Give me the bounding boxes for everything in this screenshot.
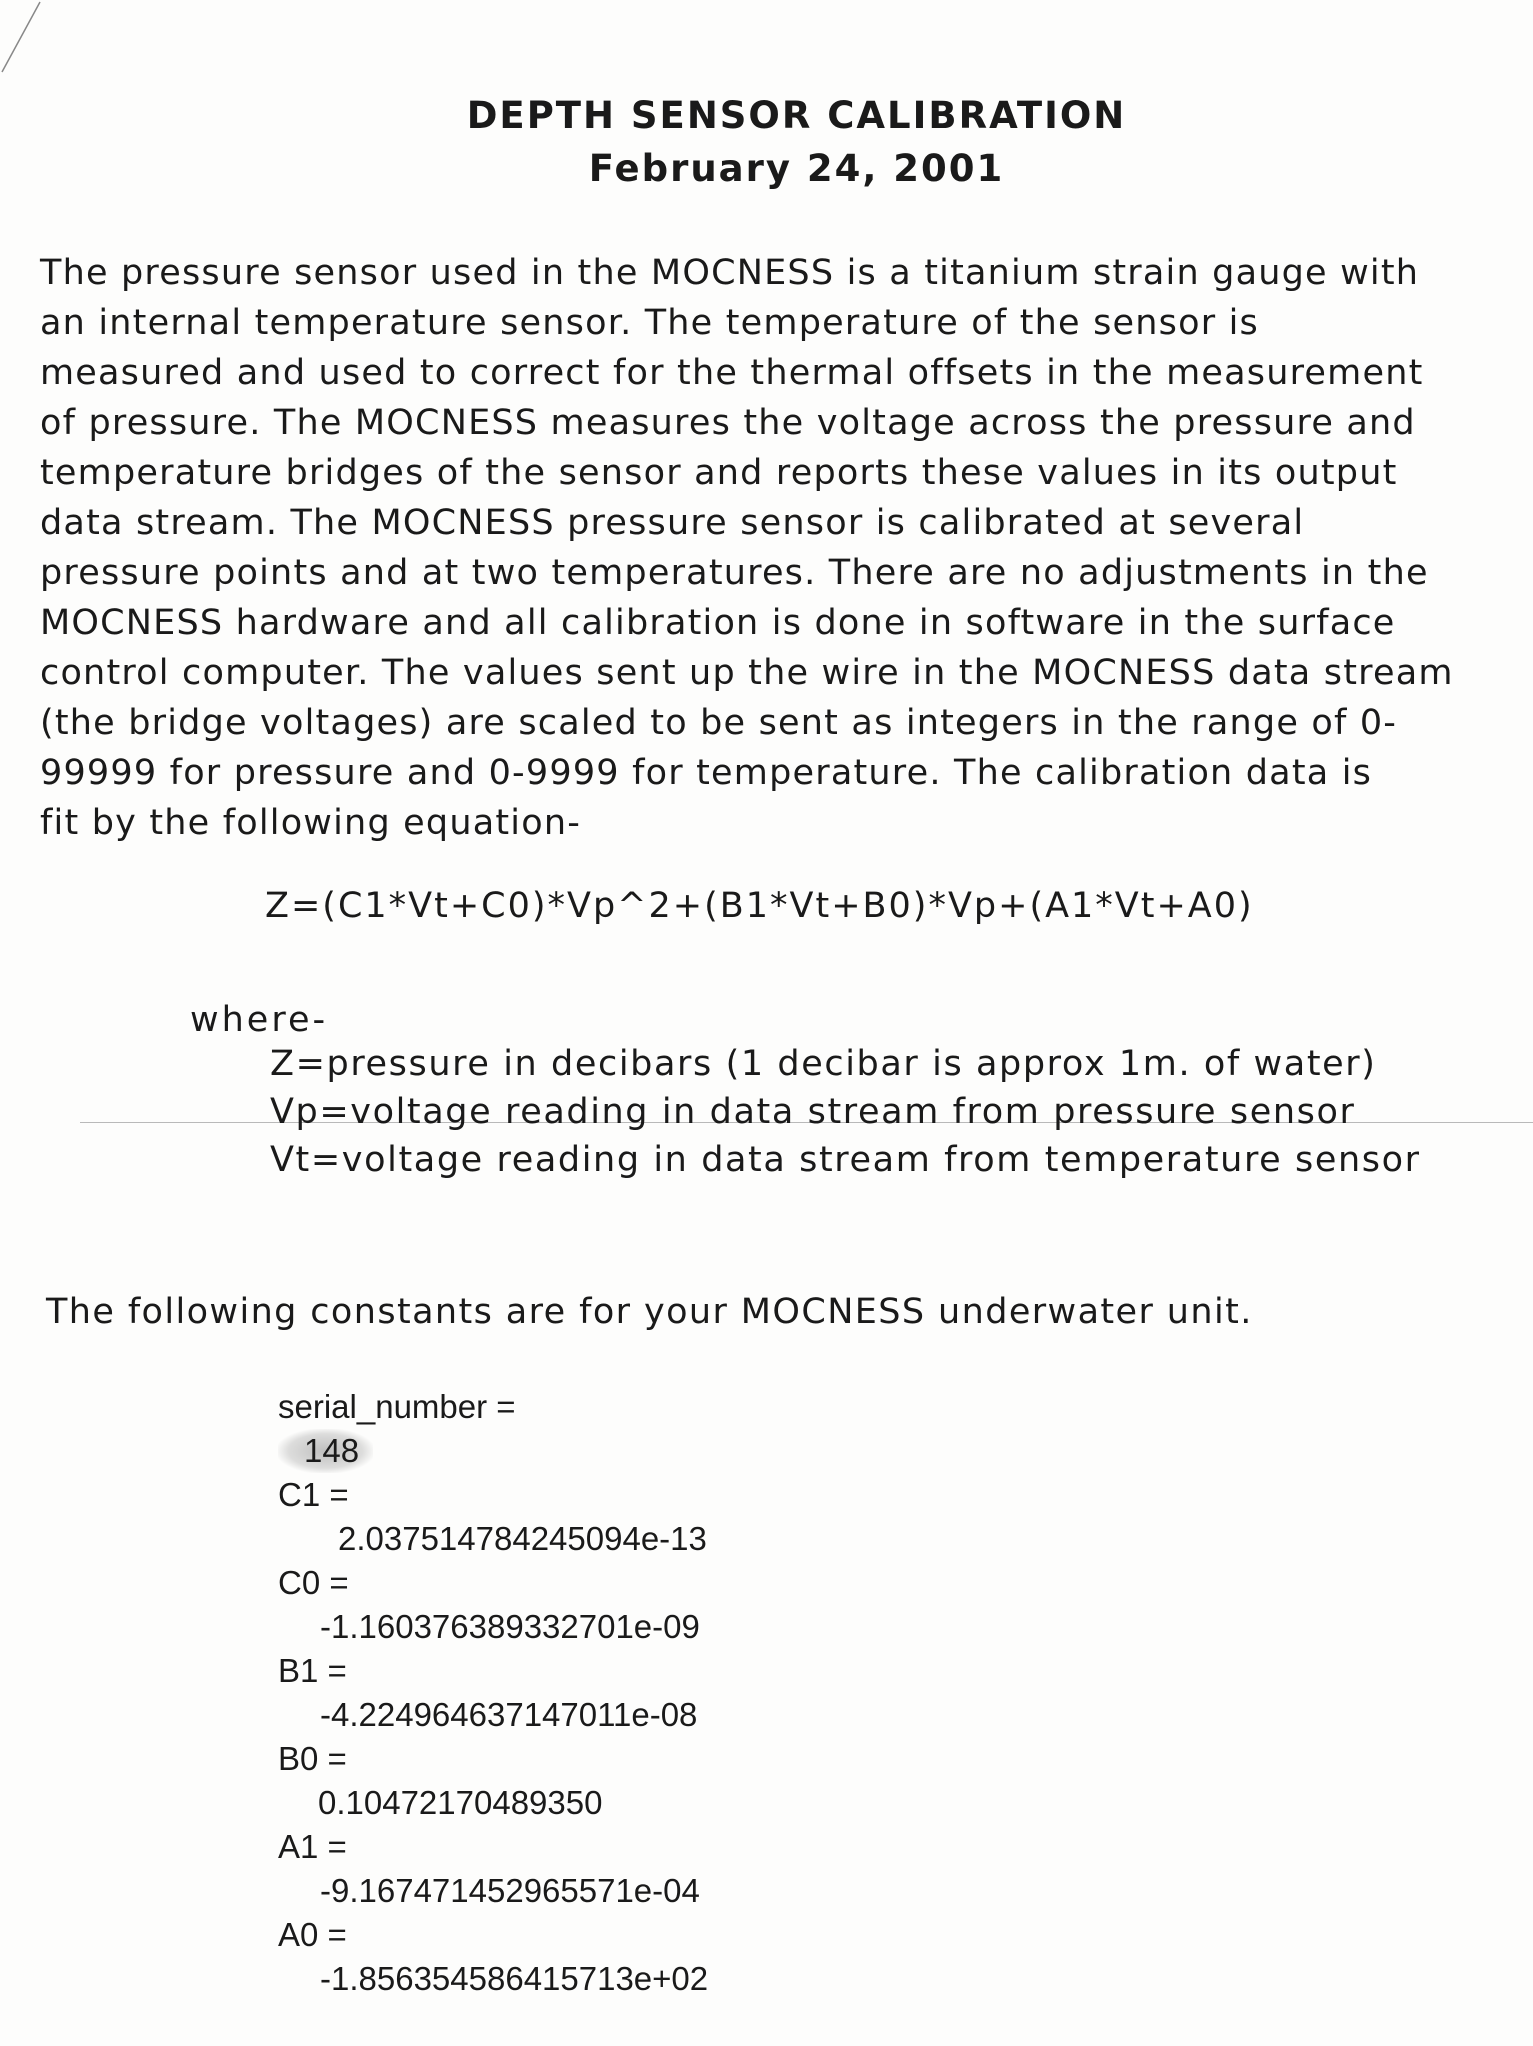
- constant-c1: [278, 1473, 708, 1561]
- document-title: DEPTH SENSOR CALIBRATION: [466, 94, 1127, 137]
- variable-definitions: [270, 1040, 1421, 1184]
- a1-value: -9.167471452965571e-04: [320, 1872, 700, 1909]
- b1-value: -4.224964637147011e-08: [320, 1696, 698, 1733]
- constant-serial: [278, 1385, 708, 1473]
- definition-vp: Vp=voltage reading in data stream from pressure sensor: [270, 1092, 1356, 1132]
- constants-intro: The following constants are for your MOCNESS underwater unit.: [46, 1292, 1253, 1332]
- serial-label: serial_number =: [278, 1388, 516, 1425]
- b1-label: B1 =: [278, 1652, 347, 1689]
- definition-vt: Vt=voltage reading in data stream from temperature sensor: [270, 1140, 1421, 1180]
- constants-list: [278, 1385, 708, 2001]
- a1-label: A1 =: [278, 1828, 347, 1865]
- constant-c0: [278, 1561, 708, 1649]
- c0-value: -1.160376389332701e-09: [320, 1608, 700, 1645]
- c1-value: 2.037514784245094e-13: [338, 1520, 707, 1557]
- serial-value: 148: [278, 1429, 373, 1473]
- constant-a0: [278, 1913, 708, 2001]
- c1-label: C1 =: [278, 1476, 349, 1513]
- definition-z: Z=pressure in decibars (1 decibar is approx 1m. of water): [270, 1044, 1377, 1084]
- a0-label: A0 =: [278, 1916, 347, 1953]
- b0-label: B0 =: [278, 1740, 347, 1777]
- document-date: February 24, 2001: [588, 147, 1005, 190]
- c0-label: C0 =: [278, 1564, 349, 1601]
- b0-value: 0.10472170489350: [318, 1784, 603, 1821]
- a0-value: -1.856354586415713e+02: [320, 1960, 709, 1997]
- intro-paragraph: The pressure sensor used in the MOCNESS is a titanium strain gauge with an internal temperature sensor. The temperature of the sensor is measured and used to correct for the thermal offsets in the measurement of pressure. The MOCNESS measures the voltage across the pressure and temperature bridges of the sensor and reports these values in its output data stream. The MOCNESS pressure sensor is calibrated at several pressure points and at two temperatures. There are no adjustments in the MOCNESS hardware and all calibration is done in software in the surface control computer. The values sent up the wire in the MOCNESS data stream (the bridge voltages) are scaled to be sent as integers in the range of 0- 99999 for pressure and 0-9999 for temperature. The calibration data is fit by the following equation-: [40, 253, 1454, 843]
- constant-b0: [278, 1737, 708, 1825]
- calibration-equation: Z=(C1*Vt+C0)*Vp^2+(B1*Vt+B0)*Vp+(A1*Vt+A0): [265, 886, 1254, 926]
- corner-pen-mark: [0, 0, 60, 80]
- constant-a1: [278, 1825, 708, 1913]
- where-label: where-: [190, 1000, 329, 1040]
- constant-b1: [278, 1649, 708, 1737]
